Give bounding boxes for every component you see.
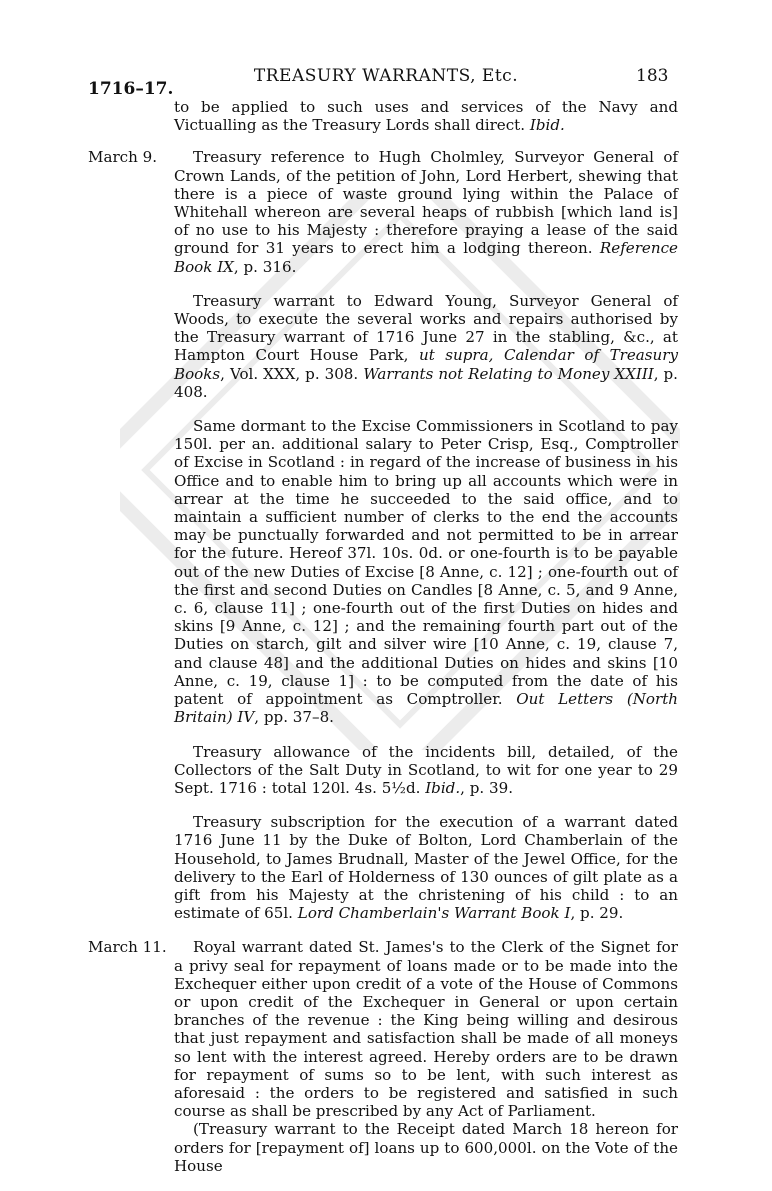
entry-ref: ut supra, Calendar of Treasury Books <box>174 346 678 383</box>
entry-ref: Ibid. <box>529 116 565 135</box>
page-body <box>88 98 678 1191</box>
entry <box>174 98 678 134</box>
running-title: TREASURY WARRANTS, Etc. <box>253 66 519 86</box>
entry-text: Treasury warrant to Edward Young, Surveyor General of Woods, to execute the several works and repairs authorised by the Treasury warrant of 1716 June 27 in the stabling, &c., at Hampton Court House Park, ut supra, Calendar of Treasury Books, Vol. XXX, p. 308. Warrants not Relating to Money XXIII, p. 408. <box>174 291 678 401</box>
entry-text: Treasury subscription for the execution of a warrant dated 1716 June 11 by the Duke of Bolton, Lord Chamberlain of the Household, to James Brudnall, Master of the Jewel Office, for the delivery to the Earl of Holderness of 130 ounces of gilt plate as a gift from his Majesty at the christening of his child : to an estimate of 65l. Lord Chamberlain's Warrant Book I, p. 29. <box>174 813 678 923</box>
entry <box>174 813 678 922</box>
header-year: 1716–17. <box>88 79 174 99</box>
entry-text: Royal warrant dated St. James's to the Clerk of the Signet for a privy seal for repayment of loans made or to be made into the Exchequer either upon credit of a vote of the House of Commons or upon credit of the Exchequer in General or upon certain branches of the revenue : the King being willing and desirous that just repayment and satisfaction shall be made of all moneys so lent with the interest agreed. Hereby orders are to be drawn for repayment of sums so to be lent, with such interest as aforesaid : the orders to be registered and satisfied in such course as shall be prescribed by any Act of Parliament. <box>174 938 678 1121</box>
entry-ref: Ibid. <box>425 778 461 797</box>
entry-date: March 11. <box>88 938 167 957</box>
entry <box>174 292 678 401</box>
entry-text: Treasury reference to Hugh Cholmley, Surveyor General of Crown Lands, of the petition of John, Lord Herbert, shewing that there is a piece of waste ground lying within the Palace of Whitehall whereon are several heaps of rubbish [which land is] of no use to his Majesty : therefore praying a lease of the said ground for 31 years to erect him a lodging thereon. Reference Book IX, p. 316. <box>174 148 678 276</box>
entry-text: to be applied to such uses and services of the Navy and Victualling as the Treasury Lords shall direct. Ibid. <box>174 98 678 135</box>
page-number: 183 <box>636 66 669 86</box>
entry-ref: Lord Chamberlain's Warrant Book I <box>297 904 571 923</box>
entry-ref: Out Letters (North Britain) IV <box>174 690 678 727</box>
entry <box>174 743 678 798</box>
entry-date: March 9. <box>88 148 158 167</box>
entry-subnote: (Treasury warrant to the Receipt dated March 18 hereon for orders for [repayment of] loans up to 600,000l. on the Vote of the House <box>174 1120 678 1175</box>
entry <box>174 417 678 726</box>
entry-text: Same dormant to the Excise Commissioners in Scotland to pay 150l. per an. additional salary to Peter Crisp, Esq., Comptroller of Excise in Scotland : in regard of the increase of business in his Office and to enable him to bring up all accounts which were in arrear at the time he succeeded to the said office, and to maintain a sufficient number of clerks to the end the accounts may be punctually forwarded and not permitted to be in arrear for the future. Hereof 37l. 10s. 0d. or one-fourth is to be payable out of the new Duties of Excise [8 Anne, c. 12] ; one-fourth out of the first and second Duties on Candles [8 Anne, c. 5, and 9 Anne, c. 6, clause 11] ; one-fourth out of the first Duties on hides and skins [9 Anne, c. 12] ; and the remaining fourth part out of the Duties on starch, gilt and silver wire [10 Anne, c. 19, clause 7, and clause 48] and the additional Duties on hides and skins [10 Anne, c. 19, clause 1] : to be computed from the date of his patent of appointment as Comptroller. Out Letters (North Britain) IV, pp. 37–8. <box>174 417 678 727</box>
entry <box>88 938 678 1175</box>
entry <box>88 148 678 276</box>
entry-text: Treasury allowance of the incidents bill, detailed, of the Collectors of the Salt Duty in Scotland, to wit for one year to 29 Sept. 1716 : total 120l. 4s. 5½d. Ibid., p. 39. <box>174 742 678 797</box>
entry-ref: Warrants not Relating to Money XXIII <box>363 364 654 383</box>
entry-ref: Reference Book IX <box>174 239 678 276</box>
